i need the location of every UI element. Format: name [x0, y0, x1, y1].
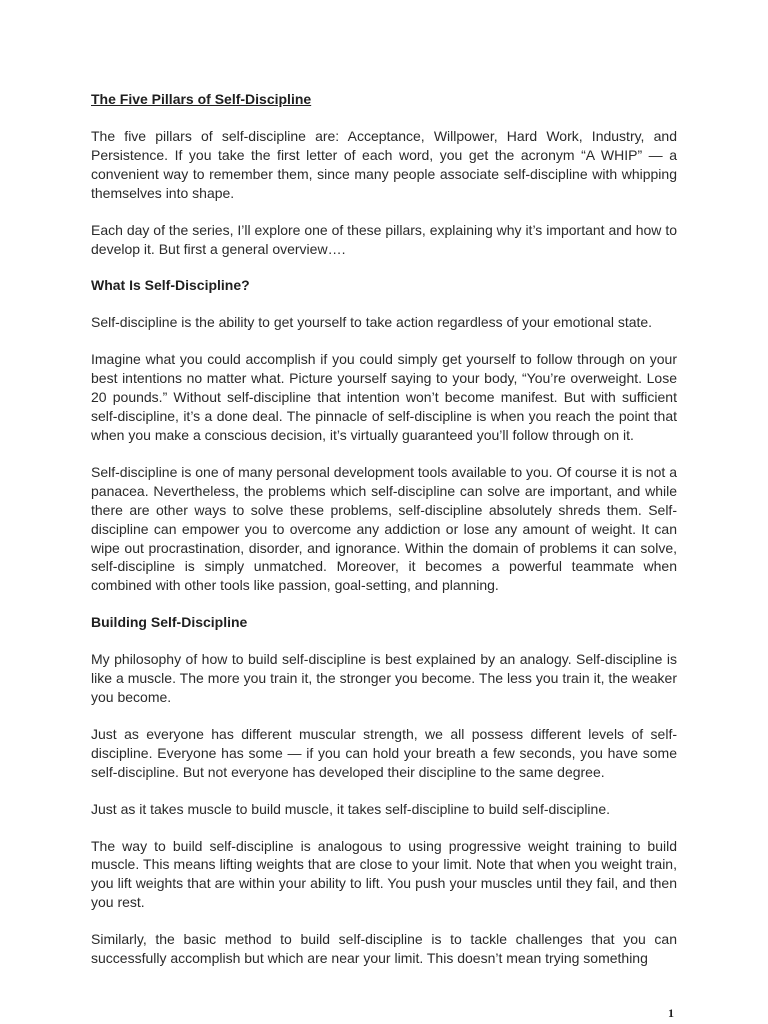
- building-paragraph-5: Similarly, the basic method to build self-discipline is to tackle challenges that you can successfully accomplish but which are near your limit. This doesn’t mean trying something: [91, 931, 677, 967]
- building-paragraph-3: Just as it takes muscle to build muscle, it takes self-discipline to build self-discipline.: [91, 800, 610, 817]
- document-title: The Five Pillars of Self-Discipline: [91, 91, 312, 107]
- building-paragraph-2: Just as everyone has different muscular strength, we all possess different levels of self-discipline. Everyone has some — if you can hold your breath a few seconds, you have some self-discipline. But not everyone has developed their discipline to the same degree.: [91, 725, 677, 780]
- building-paragraph-4: The way to build self-discipline is analogous to using progressive weight training to build muscle. This means lifting weights that are close to your limit. Note that when you weight train, you lift weights that are within your ability to lift. You push your muscles until they fail, and then you rest.: [91, 837, 677, 911]
- intro-paragraph-2: Each day of the series, I’ll explore one of these pillars, explaining why it’s important and how to develop it. But first a general overview….: [91, 221, 677, 257]
- what-is-paragraph-2: Imagine what you could accomplish if you could simply get yourself to follow through on your best intentions no matter what. Picture yourself saying to your body, “You’re overweight. Lose 20 pounds.” Without self-discipline that intention won’t become manifest. But with sufficient self-discipline, it’s a done deal. The pinnacle of self-discipline is when you reach the point that when you make a conscious decision, it’s virtually guaranteed you’ll follow through on it.: [91, 351, 677, 443]
- document-body: [91, 90, 677, 986]
- intro-paragraph-1: The five pillars of self-discipline are: Acceptance, Willpower, Hard Work, Industry, and Persistence. If you take the first letter of each word, you get the acronym “A WHIP” — a convenient way to remember them, since many people associate self-discipline with whipping themselves into shape.: [91, 128, 677, 201]
- section-heading-what-is: What Is Self-Discipline?: [91, 277, 250, 294]
- page-number: 1: [668, 1006, 674, 1020]
- building-paragraph-1: My philosophy of how to build self-discipline is best explained by an analogy. Self-discipline is like a muscle. The more you train it, the stronger you become. The less you train it, the weaker you become.: [91, 651, 677, 706]
- section-heading-building: Building Self-Discipline: [91, 614, 248, 631]
- what-is-paragraph-1: Self-discipline is the ability to get yourself to take action regardless of your emotional state.: [91, 314, 653, 331]
- what-is-paragraph-3: Self-discipline is one of many personal development tools available to you. Of course it is not a panacea. Nevertheless, the problems which self-discipline can solve are important, and while there are other ways to solve these problems, self-discipline absolutely shreds them. Self-discipline can empower you to overcome any addiction or lose any amount of weight. It can wipe out procrastination, disorder, and ignorance. Within the domain of problems it can solve, self-discipline is simply unmatched. Moreover, it becomes a powerful teammate when combined with other tools like passion, goal-setting, and planning.: [91, 463, 677, 594]
